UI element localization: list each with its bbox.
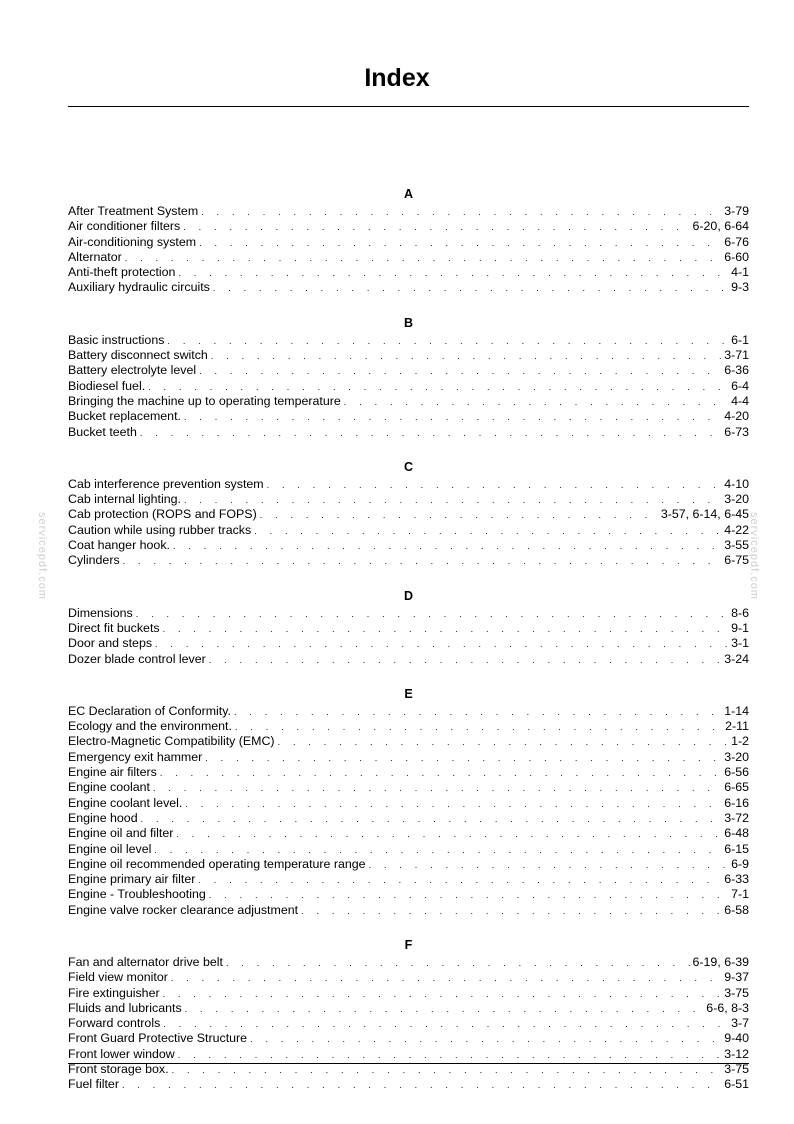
index-entry <box>68 409 749 424</box>
index-entry <box>68 379 749 394</box>
dot-leader <box>234 705 722 720</box>
entry-term: Bucket teeth <box>68 424 137 439</box>
dot-leader <box>254 524 722 539</box>
section-letter: B <box>403 315 414 330</box>
index-entry <box>68 1077 749 1092</box>
section-letter: C <box>403 459 414 474</box>
entry-term: Battery disconnect switch <box>68 348 208 363</box>
index-section-d <box>68 586 749 667</box>
entry-pages: 3-72 <box>724 810 749 825</box>
dot-leader <box>140 426 722 441</box>
entry-term: Dozer blade control lever <box>68 651 206 666</box>
index-entry <box>68 333 749 348</box>
dot-leader <box>209 653 722 668</box>
entry-pages: 6-51 <box>724 1077 749 1092</box>
dot-leader <box>226 956 691 971</box>
index-entry <box>68 606 749 621</box>
entry-term: Engine hood <box>68 810 138 825</box>
dot-leader <box>278 735 730 750</box>
entry-pages: 6-15 <box>724 841 749 856</box>
index-entry <box>68 903 749 918</box>
dot-leader <box>136 607 729 622</box>
index-entry <box>68 1016 749 1031</box>
entry-pages: 3-20 <box>724 492 749 507</box>
entry-pages: 6-1 <box>731 332 749 347</box>
entry-pages: 6-65 <box>724 780 749 795</box>
dot-leader <box>141 812 723 827</box>
index-entry <box>68 955 749 970</box>
dot-leader <box>154 843 722 858</box>
index-entry <box>68 872 749 887</box>
index-entry <box>68 477 749 492</box>
entry-pages: 4-10 <box>724 476 749 491</box>
entry-pages: 4-20 <box>724 409 749 424</box>
dot-leader <box>172 1063 723 1078</box>
index-entry <box>68 1001 749 1016</box>
entry-term: Bringing the machine up to operating temperature <box>68 393 341 408</box>
entry-pages: 6-58 <box>724 902 749 917</box>
entry-term: Engine primary air filter <box>68 872 196 887</box>
index-entry <box>68 857 749 872</box>
entry-term: Fire extinguisher <box>68 985 160 1000</box>
index-entry <box>68 704 749 719</box>
entry-term: Auxiliary hydraulic circuits <box>68 280 210 295</box>
entry-term: Front storage box. <box>68 1062 169 1077</box>
dot-leader <box>267 478 723 493</box>
entry-pages: 3-75 <box>724 1062 749 1077</box>
entry-term: Anti-theft protection <box>68 265 176 280</box>
index-entry <box>68 492 749 507</box>
entry-term: Engine oil recommended operating temperature range <box>68 856 366 871</box>
entry-pages: 6-4 <box>731 378 749 393</box>
index-section-f <box>68 935 749 1093</box>
dot-leader <box>173 539 722 554</box>
entry-pages: 3-20 <box>724 749 749 764</box>
index-entry <box>68 750 749 765</box>
entry-pages: 3-7 <box>731 1016 749 1031</box>
section-letter: F <box>404 937 413 952</box>
index-entry <box>68 538 749 553</box>
entry-pages: 3-75 <box>724 985 749 1000</box>
index-entry <box>68 970 749 985</box>
dot-leader <box>163 1017 729 1032</box>
index-entry <box>68 265 749 280</box>
entry-pages: 3-1 <box>731 636 749 651</box>
entry-term: Air-conditioning system <box>68 234 197 249</box>
entry-pages: 9-1 <box>731 620 749 635</box>
entry-pages: 4-22 <box>724 522 749 537</box>
dot-leader <box>184 493 722 508</box>
entry-pages: 3-55 <box>724 538 749 553</box>
entry-term: Door and steps <box>68 636 153 651</box>
entry-term: Forward controls <box>68 1016 161 1031</box>
entry-term: Field view monitor <box>68 970 168 985</box>
entry-pages: 1-2 <box>731 734 749 749</box>
index-entry <box>68 204 749 219</box>
dot-leader <box>260 508 659 523</box>
entry-pages: 6-76 <box>724 234 749 249</box>
entry-term: Fuel filter <box>68 1077 119 1092</box>
dot-leader <box>250 1032 722 1047</box>
index-entry <box>68 425 749 440</box>
entry-pages: 6-16 <box>724 795 749 810</box>
section-gap <box>68 918 749 935</box>
dot-leader <box>184 410 722 425</box>
index-entry <box>68 734 749 749</box>
index-section-c <box>68 457 749 569</box>
dot-leader <box>344 395 729 410</box>
index-entry <box>68 652 749 667</box>
index-entry <box>68 986 749 1001</box>
dot-leader <box>301 904 722 919</box>
entry-pages: 6-48 <box>724 826 749 841</box>
entry-term: After Treatment System <box>68 204 199 218</box>
entry-pages: 6-19, 6-39 <box>692 954 749 969</box>
index-entry <box>68 235 749 250</box>
entry-pages: 6-9 <box>731 856 749 871</box>
entry-term: Caution while using rubber tracks <box>68 522 252 537</box>
dot-leader <box>201 205 722 220</box>
header-rule <box>68 106 749 107</box>
dot-leader <box>369 858 730 873</box>
index-entry <box>68 887 749 902</box>
index-entry <box>68 280 749 295</box>
dot-leader <box>160 766 722 781</box>
index-entry <box>68 394 749 409</box>
entry-term: Engine oil and filter <box>68 826 174 841</box>
entry-term: Coat hanger hook. <box>68 538 170 553</box>
entry-pages: 3-79 <box>724 204 749 218</box>
entry-pages: 4-1 <box>731 265 749 280</box>
dot-leader <box>235 720 723 735</box>
page-title: Index <box>364 64 430 92</box>
entry-pages: 6-36 <box>724 363 749 378</box>
entry-pages: 9-3 <box>731 280 749 295</box>
entry-term: Battery electrolyte level <box>68 363 197 378</box>
entry-pages: 6-60 <box>724 249 749 264</box>
dot-leader <box>163 987 723 1002</box>
entry-pages: 3-71 <box>724 348 749 363</box>
dot-leader <box>176 827 722 842</box>
entry-term: Cab internal lighting. <box>68 492 181 507</box>
dot-leader <box>148 380 729 395</box>
index-entry <box>68 796 749 811</box>
dot-leader <box>199 236 722 251</box>
index-entry <box>68 636 749 651</box>
entry-term: Engine air filters <box>68 765 157 780</box>
section-gap <box>68 440 749 457</box>
index-entry <box>68 1062 749 1077</box>
dot-leader <box>199 364 722 379</box>
dot-leader <box>198 873 722 888</box>
entry-pages: 8-6 <box>731 605 749 620</box>
dot-leader <box>122 1078 722 1093</box>
dot-leader <box>183 220 690 235</box>
entry-pages: 3-57, 6-14, 6-45 <box>660 507 749 522</box>
index-entry <box>68 363 749 378</box>
entry-term: Biodiesel fuel. <box>68 378 146 393</box>
dot-leader <box>178 266 729 281</box>
entry-term: Engine valve rocker clearance adjustment <box>68 902 299 917</box>
index-entry <box>68 219 749 234</box>
entry-pages: 6-73 <box>724 424 749 439</box>
dot-leader <box>153 781 722 796</box>
entry-pages: 9-40 <box>724 1031 749 1046</box>
entry-term: Dimensions <box>68 605 133 620</box>
entry-pages: 4-4 <box>731 393 749 408</box>
index-list <box>68 184 749 1093</box>
entry-pages: 6-75 <box>724 553 749 568</box>
index-entry <box>68 348 749 363</box>
entry-term: Emergency exit hammer <box>68 749 203 764</box>
entry-term: Engine coolant <box>68 780 150 795</box>
section-gap <box>68 667 749 684</box>
index-section-a <box>68 184 749 296</box>
index-entry <box>68 826 749 841</box>
dot-leader <box>171 971 722 986</box>
index-entry <box>68 811 749 826</box>
entry-term: Fan and alternator drive belt <box>68 954 223 969</box>
entry-term: Engine - Troubleshooting <box>68 887 206 902</box>
section-letter: A <box>403 187 414 201</box>
dot-leader <box>155 637 729 652</box>
entry-term: Engine oil level <box>68 841 152 856</box>
watermark-left: servicepdf.com <box>36 512 48 600</box>
dot-leader <box>211 349 722 364</box>
dot-leader <box>167 334 729 349</box>
dot-leader <box>205 751 722 766</box>
entry-term: Engine coolant level. <box>68 795 183 810</box>
entry-term: Cab protection (ROPS and FOPS) <box>68 507 257 522</box>
section-letter: E <box>404 686 413 701</box>
entry-term: Front lower window <box>68 1046 175 1061</box>
section-letter: D <box>403 588 414 603</box>
entry-pages: 6-20, 6-64 <box>692 219 749 234</box>
dot-leader <box>178 1048 722 1063</box>
entry-term: Air conditioner filters <box>68 219 181 234</box>
dot-leader <box>185 1002 705 1017</box>
watermark-right: servicepdf.com <box>748 512 760 600</box>
dot-leader <box>163 622 729 637</box>
entry-pages: 3-12 <box>724 1046 749 1061</box>
dot-leader <box>213 281 729 296</box>
index-entry <box>68 765 749 780</box>
index-entry <box>68 553 749 568</box>
entry-pages: 6-6, 8-3 <box>706 1000 749 1015</box>
index-entry <box>68 523 749 538</box>
entry-pages: 2-11 <box>725 719 749 734</box>
entry-term: Ecology and the environment. <box>68 719 232 734</box>
entry-term: Alternator <box>68 249 122 264</box>
index-entry <box>68 507 749 522</box>
entry-term: Cylinders <box>68 553 120 568</box>
index-entry <box>68 842 749 857</box>
entry-term: Front Guard Protective Structure <box>68 1031 248 1046</box>
index-entry <box>68 1047 749 1062</box>
entry-term: Basic instructions <box>68 332 165 347</box>
footer-rule <box>68 1063 749 1064</box>
index-section-b <box>68 313 749 440</box>
index-entry <box>68 780 749 795</box>
entry-pages: 7-1 <box>731 887 749 902</box>
index-entry <box>68 250 749 265</box>
entry-term: Direct fit buckets <box>68 620 160 635</box>
index-entry <box>68 1031 749 1046</box>
dot-leader <box>185 797 722 812</box>
index-entry <box>68 719 749 734</box>
entry-term: EC Declaration of Conformity. <box>68 703 231 718</box>
entry-term: Cab interference prevention system <box>68 476 264 491</box>
section-gap <box>68 569 749 586</box>
entry-pages: 1-14 <box>724 703 749 718</box>
entry-term: Electro-Magnetic Compatibility (EMC) <box>68 734 275 749</box>
entry-term: Bucket replacement. <box>68 409 181 424</box>
dot-leader <box>123 554 723 569</box>
entry-pages: 6-56 <box>724 765 749 780</box>
entry-pages: 3-24 <box>724 651 749 666</box>
entry-pages: 9-37 <box>724 970 749 985</box>
section-gap <box>68 296 749 313</box>
index-section-e <box>68 684 749 918</box>
entry-pages: 6-33 <box>724 872 749 887</box>
index-entry <box>68 621 749 636</box>
entry-term: Fluids and lubricants <box>68 1000 182 1015</box>
dot-leader <box>125 251 722 266</box>
dot-leader <box>209 888 729 903</box>
